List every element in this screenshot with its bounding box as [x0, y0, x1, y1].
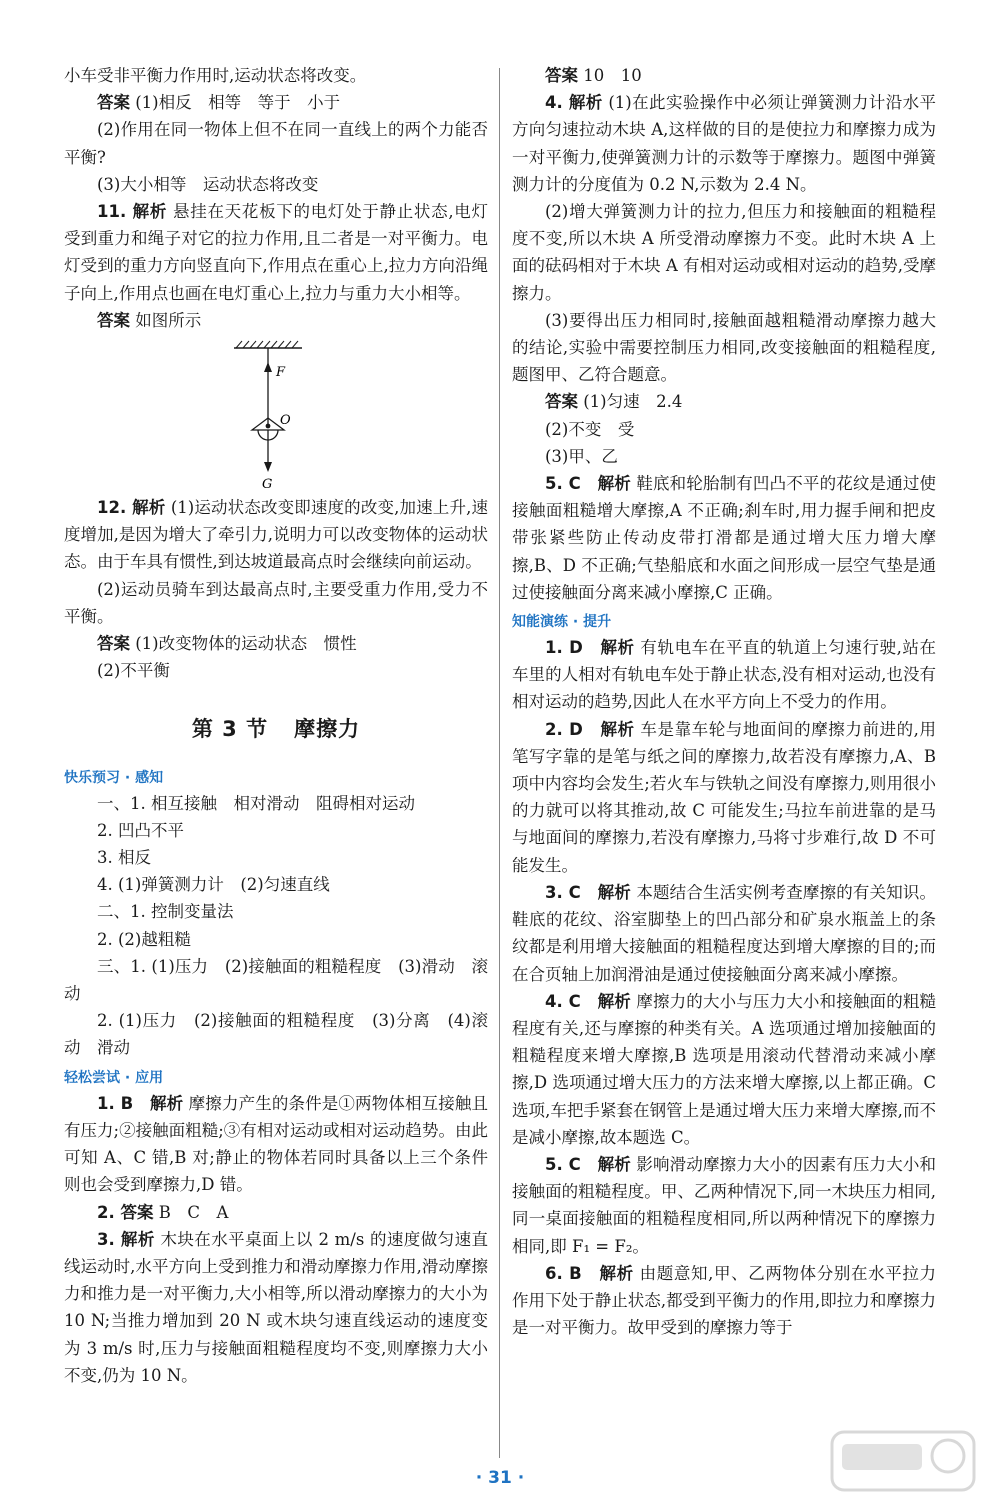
text-line: 三、1. (1)压力 (2)接触面的粗糙程度 (3)滑动 滚动	[64, 956, 488, 1004]
text-line: 2. (1)压力 (2)接触面的粗糙程度 (3)分离 (4)滚动 滑动	[64, 1011, 488, 1058]
practice-1: 1. D 解析 有轨电车在平直的轨道上匀速行驶,站在车里的人相对有轨电车处于静止状态,没有相对运动,也没有相对运动的趋势,因此人在水平方向上不受力的作用。	[512, 638, 936, 712]
practice-6: 6. B 解析 由题意知,甲、乙两物体分别在水平拉力作用下处于静止状态,都受到平衡力的作用,即拉力和摩擦力是一对平衡力。故甲受到的摩擦力等于	[512, 1263, 937, 1338]
answer-label: 答案	[97, 310, 130, 330]
left-column	[64, 62, 488, 1389]
item-3: 3. 解析 木块在水平桌面上以 2 m/s 的速度做匀速直线运动时,水平方向上受到推力和滑动摩擦力作用,滑动摩擦力和推力是一对平衡力,大小相等,所以滑动摩擦力的大小为 10 N;当推力增加到 20 N 或木块匀速直线运动的速度变为 3 m/s 时,压力与接触面粗糙程度均不变,则摩擦力大小不变,仍为 10 N。	[64, 1229, 489, 1385]
center-o-label: O	[280, 413, 291, 429]
text-line: (3)要得出压力相同时,接触面越粗糙滑动摩擦力越大的结论,实验中需要控制压力相同,改变接触面的粗糙程度,题图甲、乙符合题意。	[512, 310, 936, 385]
question-label: 12. 解析	[97, 498, 166, 518]
answer-label: 答案	[97, 634, 130, 654]
force-f-label: F	[276, 365, 286, 381]
practice-4: 4. C 解析 摩擦力的大小与压力大小和接触面的粗糙程度有关,还与摩擦的种类有关。A 选项通过增加接触面的粗糙程度来增大摩擦,B 选项是用滚动代替滑动来减小摩擦,D 选项通过增大压力的方法来增大摩擦,以上都正确。C 选项,车把手紧套在钢管上是通过增大压力来增大摩擦,而不是减小摩擦,故本题选 C。	[512, 991, 937, 1147]
column-divider	[499, 68, 500, 1458]
page-number: · 31 ·	[475, 1468, 525, 1488]
answer-label: 答案	[97, 93, 130, 113]
answer-11: 答案 如图所示	[97, 310, 202, 330]
text-line: 二、1. 控制变量法	[97, 902, 234, 922]
practice-3: 3. C 解析 本题结合生活实例考查摩擦的有关知识。鞋底的花纹、浴室脚垫上的凹凸部分和矿泉水瓶盖上的条纹都是利用增大接触面的粗糙程度达到增大摩擦的目的;而在合页轴上加润滑油是通过使接触面分离来减小摩擦。	[512, 882, 937, 984]
item-5: 5. C 解析 鞋底和轮胎制有凹凸不平的花纹是通过使接触面粗糙增大摩擦,A 不正确;刹车时,用力握手闸和把皮带张紧些防止传动皮带打滑都是通过增大压力增大摩擦,B、D 不正确;气垫船底和水面之间形成一层空气垫是通过使接触面分离来减小摩擦,C 正确。	[512, 474, 937, 602]
answer-line: 答案 (1)相反 相等 等于 小于	[97, 93, 341, 113]
right-column	[512, 62, 936, 1341]
text-line: (2)不平衡	[97, 661, 170, 681]
question-12: 12. 解析 (1)运动状态改变即速度的改变,加速上升,速度增加,是因为增大了牵引力,说明力可以改变物体的运动状态。由于车具有惯性,到达坡道最高点时会继续向前运动。	[64, 498, 488, 572]
item-1: 1. B 解析 摩擦力产生的条件是①两物体相互接触且有压力;②接触面粗糙;③有相对运动或相对运动趋势。由此可知 A、C 错,B 对;静止的物体若同时具备以上三个条件则也会受到摩擦力,D 错。	[64, 1093, 489, 1195]
text-line: 一、1. 相互接触 相对滑动 阻碍相对运动	[97, 793, 415, 813]
text-line: (2)运动员骑车到达最高点时,主要受重力作用,受力不平衡。	[64, 579, 488, 626]
text-line: 2. (2)越粗糙	[97, 929, 191, 949]
answer-line: 答案 10 10	[545, 66, 642, 85]
watermark-logo	[828, 1426, 978, 1496]
item-4: 4. 解析 (1)在此实验操作中必须让弹簧测力计沿水平方向匀速拉动木块 A,这样做的目的是使拉力和摩擦力成为一对平衡力,使弹簧测力计的示数等于摩擦力。题图中弹簧测力计的分度值为 0.2 N,示数为 2.4 N。	[512, 93, 937, 194]
answer-line: 答案 (1)匀速 2.4	[545, 392, 683, 412]
text-line: (3)甲、乙	[545, 446, 618, 466]
section-tag-practice: 知能演练 · 提升	[512, 614, 612, 631]
text-line: 小车受非平衡力作用时,运动状态将改变。	[64, 66, 367, 85]
section-title: 第 3 节 摩擦力	[191, 717, 361, 742]
answer-12: 答案 (1)改变物体的运动状态 惯性	[97, 634, 357, 654]
lamp-force-svg	[222, 338, 332, 490]
force-diagram	[64, 334, 488, 494]
text-line: 2. 凹凸不平	[97, 820, 184, 840]
text-line: 4. (1)弹簧测力计 (2)匀速直线	[97, 875, 330, 895]
section-tag-apply: 轻松尝试 · 应用	[64, 1069, 164, 1086]
section-tag-preview: 快乐预习 · 感知	[64, 769, 164, 786]
text-line: (2)不变 受	[545, 419, 635, 439]
text-line: 3. 相反	[97, 848, 151, 868]
question-11: 11. 解析 悬挂在天花板下的电灯处于静止状态,电灯受到重力和绳子对它的拉力作用,且二者是一对平衡力。电灯受到的重力方向竖直向下,作用点在重心上,拉力方向沿绳子向上,作用点也画在电灯重心上,拉力与重力大小相等。	[64, 202, 488, 303]
gravity-g-label: G	[262, 477, 273, 491]
text-line: (3)大小相等 运动状态将改变	[97, 174, 319, 194]
practice-2: 2. D 解析 车是靠车轮与地面间的摩擦力前进的,用笔写字靠的是笔与纸之间的摩擦力,故若没有摩擦力,A、B 项中内容均会发生;若火车与铁轨之间没有摩擦力,则用很小的力就可以将其推动,故 C 可能发生;马拉车前进靠的是马与地面间的摩擦力,若没有摩擦力,马将寸步难行,故 D 不可能发生。	[512, 719, 936, 875]
text-line: (2)增大弹簧测力计的拉力,但压力和接触面的粗糙程度不变,所以木块 A 所受滑动摩擦力不变。此时木块 A 上面的砝码相对于木块 A 有相对运动或相对运动的趋势,受摩擦力。	[512, 202, 936, 303]
item-2: 2. 答案 B C A	[97, 1202, 229, 1222]
practice-5: 5. C 解析 影响滑动摩擦力大小的因素有压力大小和接触面的粗糙程度。甲、乙两种情况下,同一木块压力相同,同一桌面接触面的粗糙程度相同,所以两种情况下的摩擦力相同,即 F₁ = F₂。	[512, 1154, 937, 1256]
question-label: 11. 解析	[97, 202, 168, 222]
text-line: (2)作用在同一物体上但不在同一直线上的两个力能否平衡?	[64, 120, 488, 167]
